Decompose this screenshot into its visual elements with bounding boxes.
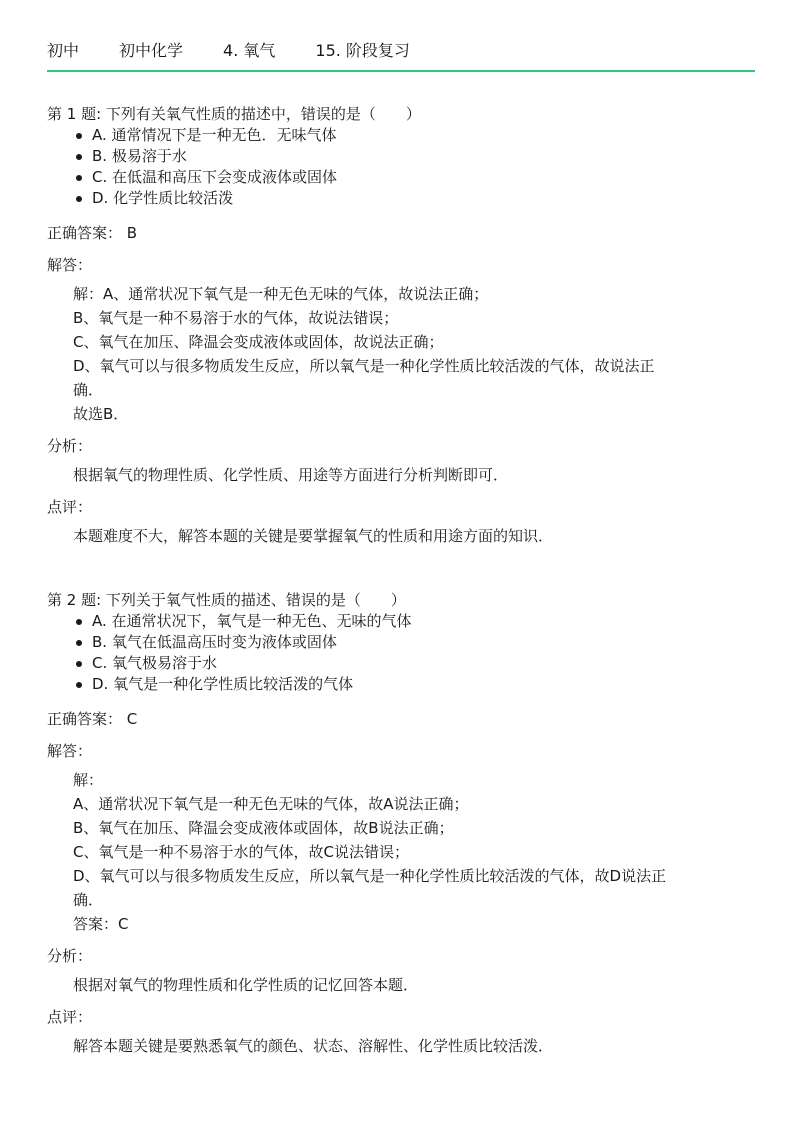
option-a: A. 通常情况下是一种无色．无味气体 (47, 125, 757, 146)
breadcrumb-item-chapter[interactable]: 4. 氧气 (223, 41, 276, 60)
bullet-icon (76, 154, 82, 160)
breadcrumb-item-level[interactable]: 初中 (47, 41, 80, 60)
question-2 (47, 589, 757, 1058)
solution-line: C、氧气是一种不易溶于水的气体，故C说法错误； (73, 843, 409, 861)
correct-answer (47, 221, 757, 245)
analysis-text (47, 973, 757, 997)
option-list (47, 611, 757, 695)
comment-line: 解答本题关键是要熟悉氧气的颜色、状态、溶解性、化学性质比较活泼． (73, 1037, 554, 1055)
solution-line: A、通常状况下氧气是一种无色无味的气体，故A说法正确； (73, 795, 469, 813)
correct-answer (47, 707, 757, 731)
option-b: B. 极易溶于水 (47, 146, 757, 167)
solution-text (47, 282, 757, 426)
analysis-label: 分析： (47, 437, 93, 455)
solution-text (47, 768, 757, 936)
header-divider (47, 70, 755, 72)
option-b: B. 氧气在低温高压时变为液体或固体 (47, 632, 757, 653)
analysis-line: 根据对氧气的物理性质和化学性质的记忆回答本题． (73, 976, 419, 994)
solution-line: 解： (73, 771, 104, 789)
option-c: C. 氧气极易溶于水 (47, 653, 757, 674)
analysis-label: 分析： (47, 947, 93, 965)
solution-line: C、氧气在加压、降温会变成液体或固体，故说法正确； (73, 333, 444, 351)
breadcrumb (47, 40, 754, 62)
bullet-icon (76, 133, 82, 139)
option-list (47, 125, 757, 209)
bullet-icon (76, 682, 82, 688)
solution-line: B、氧气是一种不易溶于水的气体，故说法错误； (73, 309, 399, 327)
comment-line: 本题难度不大，解答本题的关键是要掌握氧气的性质和用途方面的知识． (73, 527, 554, 545)
question-1 (47, 103, 757, 548)
breadcrumb-item-subject[interactable]: 初中化学 (119, 41, 184, 60)
comment-label: 点评： (47, 498, 93, 516)
solution-line: 解：A、通常状况下氧气是一种无色无味的气体，故说法正确； (73, 285, 489, 303)
option-d: D. 氧气是一种化学性质比较活泼的气体 (47, 674, 757, 695)
bullet-icon (76, 640, 82, 646)
solution-label: 解答： (47, 742, 93, 760)
solution-line: 故选B． (73, 405, 129, 423)
question-title: 第 2 题: 下列关于氧气性质的描述、错误的是（ ） (47, 591, 406, 609)
solution-line: D、氧气可以与很多物质发生反应，所以氧气是一种化学性质比较活泼的气体，故D说法正 (73, 867, 667, 885)
bullet-icon (76, 619, 82, 625)
option-a: A. 在通常状况下，氧气是一种无色、无味的气体 (47, 611, 757, 632)
correct-answer-value: B (126, 224, 138, 242)
solution-line: 确． (73, 891, 104, 909)
option-c: C. 在低温和高压下会变成液体或固体 (47, 167, 757, 188)
solution-line: 答案：C (73, 915, 129, 933)
bullet-icon (76, 175, 82, 181)
bullet-icon (76, 196, 82, 202)
bullet-icon (76, 661, 82, 667)
analysis-line: 根据氧气的物理性质、化学性质、用途等方面进行分析判断即可． (73, 466, 509, 484)
comment-text (47, 524, 757, 548)
correct-answer-label: 正确答案： (47, 224, 123, 242)
correct-answer-label: 正确答案： (47, 710, 123, 728)
correct-answer-value: C (126, 710, 138, 728)
analysis-text (47, 463, 757, 487)
solution-label: 解答： (47, 256, 93, 274)
solution-line: B、氧气在加压、降温会变成液体或固体，故B说法正确； (73, 819, 454, 837)
comment-text (47, 1034, 757, 1058)
option-d: D. 化学性质比较活泼 (47, 188, 757, 209)
comment-label: 点评： (47, 1008, 93, 1026)
question-title: 第 1 题: 下列有关氧气性质的描述中，错误的是（ ） (47, 105, 421, 123)
breadcrumb-item-section[interactable]: 15. 阶段复习 (315, 41, 410, 60)
solution-line: D、氧气可以与很多物质发生反应，所以氧气是一种化学性质比较活泼的气体，故说法正 (73, 357, 655, 375)
solution-line: 确． (73, 381, 104, 399)
